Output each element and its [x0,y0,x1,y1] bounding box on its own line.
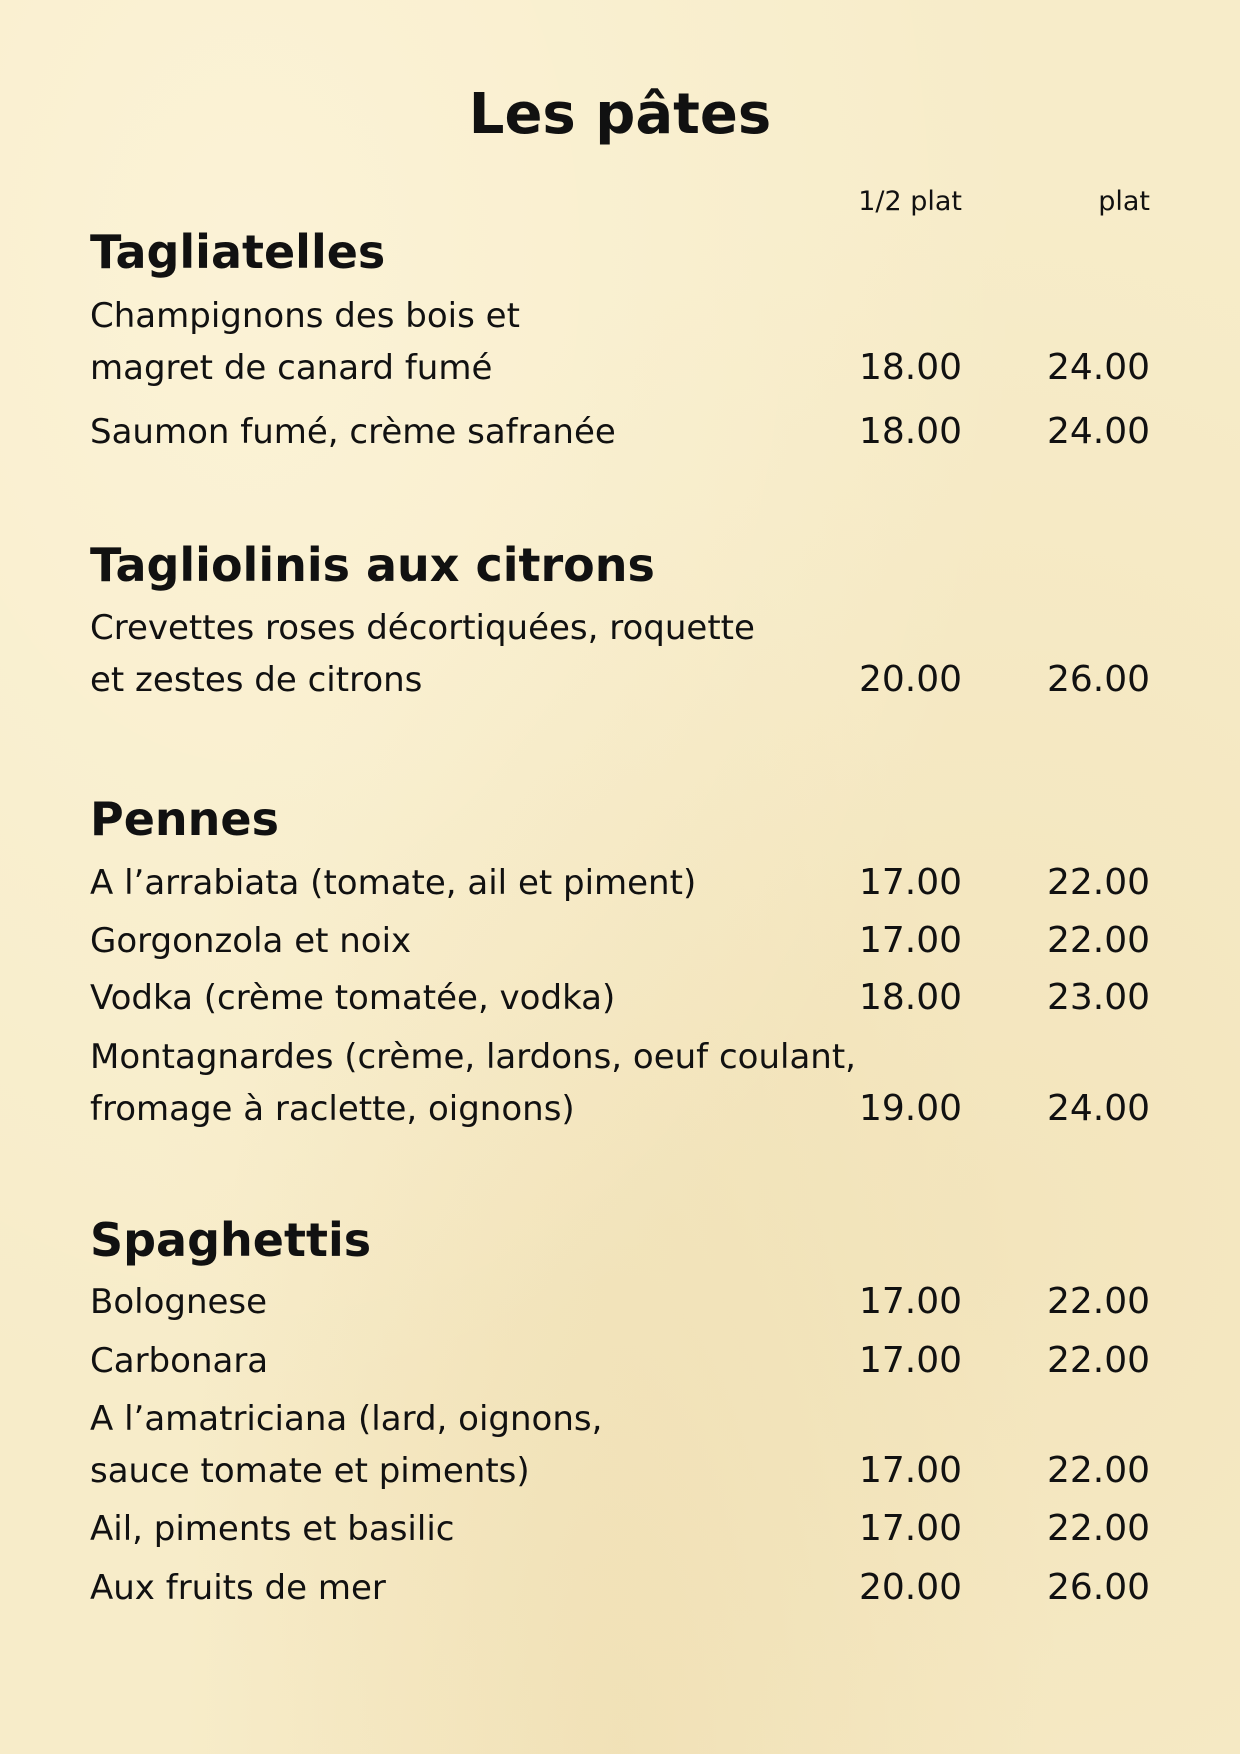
price-full-plate: 26.00 [1046,659,1150,700]
menu-item [90,1276,1150,1328]
section-title-pennes: Pennes [90,792,279,846]
price-full-plate: 22.00 [1046,1450,1150,1491]
item-name-line: Crevettes roses décortiquées, roquette [90,608,755,648]
price-full-plate: 24.00 [1046,347,1150,388]
price-full-plate: 24.00 [1046,1088,1150,1129]
item-name: Saumon fumé, crème safranée [90,412,616,452]
item-name [90,602,1150,706]
item-name: A l’arrabiata (tomate, ail et piment) [90,863,697,903]
item-name: Carbonara [90,1341,269,1381]
menu-item [90,602,1150,706]
menu-item [90,1503,1150,1555]
column-header-half-plate: 1/2 plat [858,186,962,217]
section-title-spaghettis: Spaghettis [90,1213,372,1267]
price-full-plate: 22.00 [1046,920,1150,961]
price-full-plate: 22.00 [1046,1508,1150,1549]
menu-item [90,1562,1150,1614]
price-half-plate: 17.00 [858,920,962,961]
item-name-line: sauce tomate et piments) [90,1451,530,1491]
price-half-plate: 18.00 [858,347,962,388]
item-name-line: fromage à raclette, oignons) [90,1089,575,1129]
menu-item [90,1031,1150,1135]
section-title-tagliatelles: Tagliatelles [90,225,386,279]
item-name [90,1393,1150,1497]
item-name: Vodka (crème tomatée, vodka) [90,978,616,1018]
section-title-tagliolinis: Tagliolinis aux citrons [90,538,655,592]
column-header-full-plate: plat [1098,186,1150,217]
item-name [90,1031,1150,1135]
price-half-plate: 17.00 [858,1340,962,1381]
price-half-plate: 20.00 [858,1567,962,1608]
item-name [90,290,1150,394]
price-half-plate: 17.00 [858,1450,962,1491]
price-half-plate: 18.00 [858,977,962,1018]
price-full-plate: 22.00 [1046,1340,1150,1381]
menu-item [90,406,1150,458]
price-full-plate: 22.00 [1046,862,1150,903]
price-half-plate: 19.00 [858,1088,962,1129]
price-half-plate: 17.00 [858,1281,962,1322]
menu-item [90,972,1150,1024]
price-half-plate: 18.00 [858,411,962,452]
price-full-plate: 26.00 [1046,1567,1150,1608]
item-name-line: Montagnardes (crème, lardons, oeuf coulant, [90,1037,856,1077]
item-name: Ail, piments et basilic [90,1509,455,1549]
item-name: Gorgonzola et noix [90,921,412,961]
price-half-plate: 17.00 [858,1508,962,1549]
menu-item [90,915,1150,967]
price-full-plate: 24.00 [1046,411,1150,452]
menu-item [90,857,1150,909]
price-full-plate: 22.00 [1046,1281,1150,1322]
item-name-line: A l’amatriciana (lard, oignons, [90,1399,603,1439]
menu-item [90,290,1150,394]
price-full-plate: 23.00 [1046,977,1150,1018]
item-name: Bolognese [90,1282,268,1322]
menu-item [90,1393,1150,1497]
item-name: Aux fruits de mer [90,1568,386,1608]
item-name-line: et zestes de citrons [90,660,423,700]
page-title: Les pâtes [468,82,772,147]
price-half-plate: 17.00 [858,862,962,903]
price-half-plate: 20.00 [858,659,962,700]
item-name-line: magret de canard fumé [90,348,493,388]
item-name-line: Champignons des bois et [90,296,520,336]
menu-item [90,1335,1150,1387]
